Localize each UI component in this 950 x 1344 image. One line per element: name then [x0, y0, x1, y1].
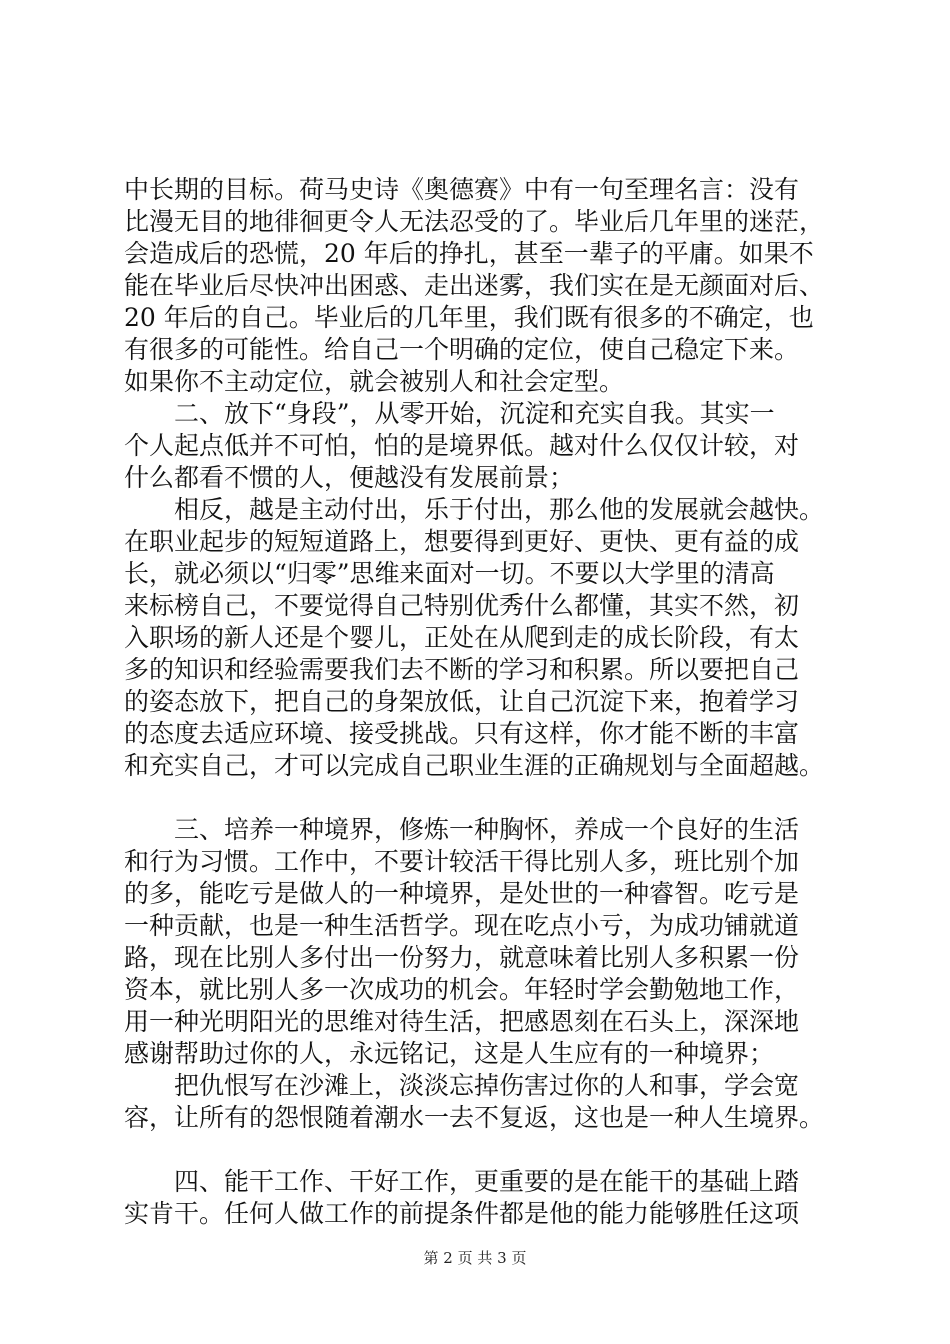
blank-line	[124, 1134, 836, 1166]
paragraph-first-line: 三、培养一种境界，修炼一种胸怀，养成一个良好的生活	[174, 815, 800, 844]
page-number-footer: 第 2 页 共 3 页	[423, 1249, 527, 1267]
text-line: 如果你不主动定位，就会被别人和社会定型。	[124, 367, 625, 396]
text-line: 比漫无目的地徘徊更令人无法忍受的了。毕业后几年里的迷茫，	[124, 207, 825, 236]
text-line: 什么都看不惯的人，便越没有发展前景；	[124, 463, 575, 492]
text-line: 容，让所有的怨恨随着潮水一去不复返，这也是一种人生境界。	[124, 1103, 825, 1132]
paragraph-first-line: 把仇恨写在沙滩上，淡淡忘掉伤害过你的人和事，学会宽	[174, 1071, 800, 1100]
text-line: 实肯干。任何人做工作的前提条件都是他的能力能够胜任这项	[124, 1199, 800, 1228]
text-line: 感谢帮助过你的人，永远铭记，这是人生应有的一种境界；	[124, 1039, 775, 1068]
text-line: 一种贡献，也是一种生活哲学。现在吃点小亏，为成功铺就道	[124, 911, 800, 940]
text-line: 个人起点低并不可怕，怕的是境界低。越对什么仅仅计较，对	[124, 431, 800, 460]
text-line: 会造成后的恐慌，20 年后的挣扎，甚至一辈子的平庸。如果不	[124, 239, 814, 268]
text-line: 用一种光明阳光的思维对待生活，把感恩刻在石头上，深深地	[124, 1007, 800, 1036]
text-line: 长，就必须以“归零”思维来面对一切。不要以大学里的清高	[124, 559, 775, 588]
text-line: 中长期的目标。荷马史诗《奥德赛》中有一句至理名言：没有	[124, 175, 800, 204]
text-line: 多的知识和经验需要我们去不断的学习和积累。所以要把自己	[124, 655, 800, 684]
text-line: 入职场的新人还是个婴儿，正处在从爬到走的成长阶段，有太	[124, 623, 800, 652]
text-line: 来标榜自己，不要觉得自己特别优秀什么都懂，其实不然，初	[124, 591, 800, 620]
text-line: 资本，就比别人多一次成功的机会。年轻时学会勤勉地工作，	[124, 975, 800, 1004]
paragraph-first-line: 四、能干工作、干好工作，更重要的是在能干的基础上踏	[174, 1167, 800, 1196]
document-body	[124, 174, 836, 1230]
text-line: 路，现在比别人多付出一份努力，就意味着比别人多积累一份	[124, 943, 800, 972]
text-line: 的多，能吃亏是做人的一种境界，是处世的一种睿智。吃亏是	[124, 879, 800, 908]
blank-line	[124, 782, 836, 814]
paragraph-first-line: 相反，越是主动付出，乐于付出，那么他的发展就会越快。	[174, 495, 825, 524]
text-line: 和行为习惯。工作中，不要计较活干得比别人多，班比别个加	[124, 847, 800, 876]
paragraph-first-line: 二、放下“身段”，从零开始，沉淀和充实自我。其实一	[174, 399, 775, 428]
text-line: 在职业起步的短短道路上，想要得到更好、更快、更有益的成	[124, 527, 800, 556]
text-line: 有很多的可能性。给自己一个明确的定位，使自己稳定下来。	[124, 335, 800, 364]
text-line: 和充实自己，才可以完成自己职业生涯的正确规划与全面超越。	[124, 751, 825, 780]
text-line: 的态度去适应环境、接受挑战。只有这样，你才能不断的丰富	[124, 719, 800, 748]
text-line: 的姿态放下，把自己的身架放低，让自己沉淀下来，抱着学习	[124, 687, 800, 716]
text-line: 能在毕业后尽快冲出困惑、走出迷雾，我们实在是无颜面对后、	[124, 271, 825, 300]
text-line: 20 年后的自己。毕业后的几年里，我们既有很多的不确定，也	[124, 303, 814, 332]
